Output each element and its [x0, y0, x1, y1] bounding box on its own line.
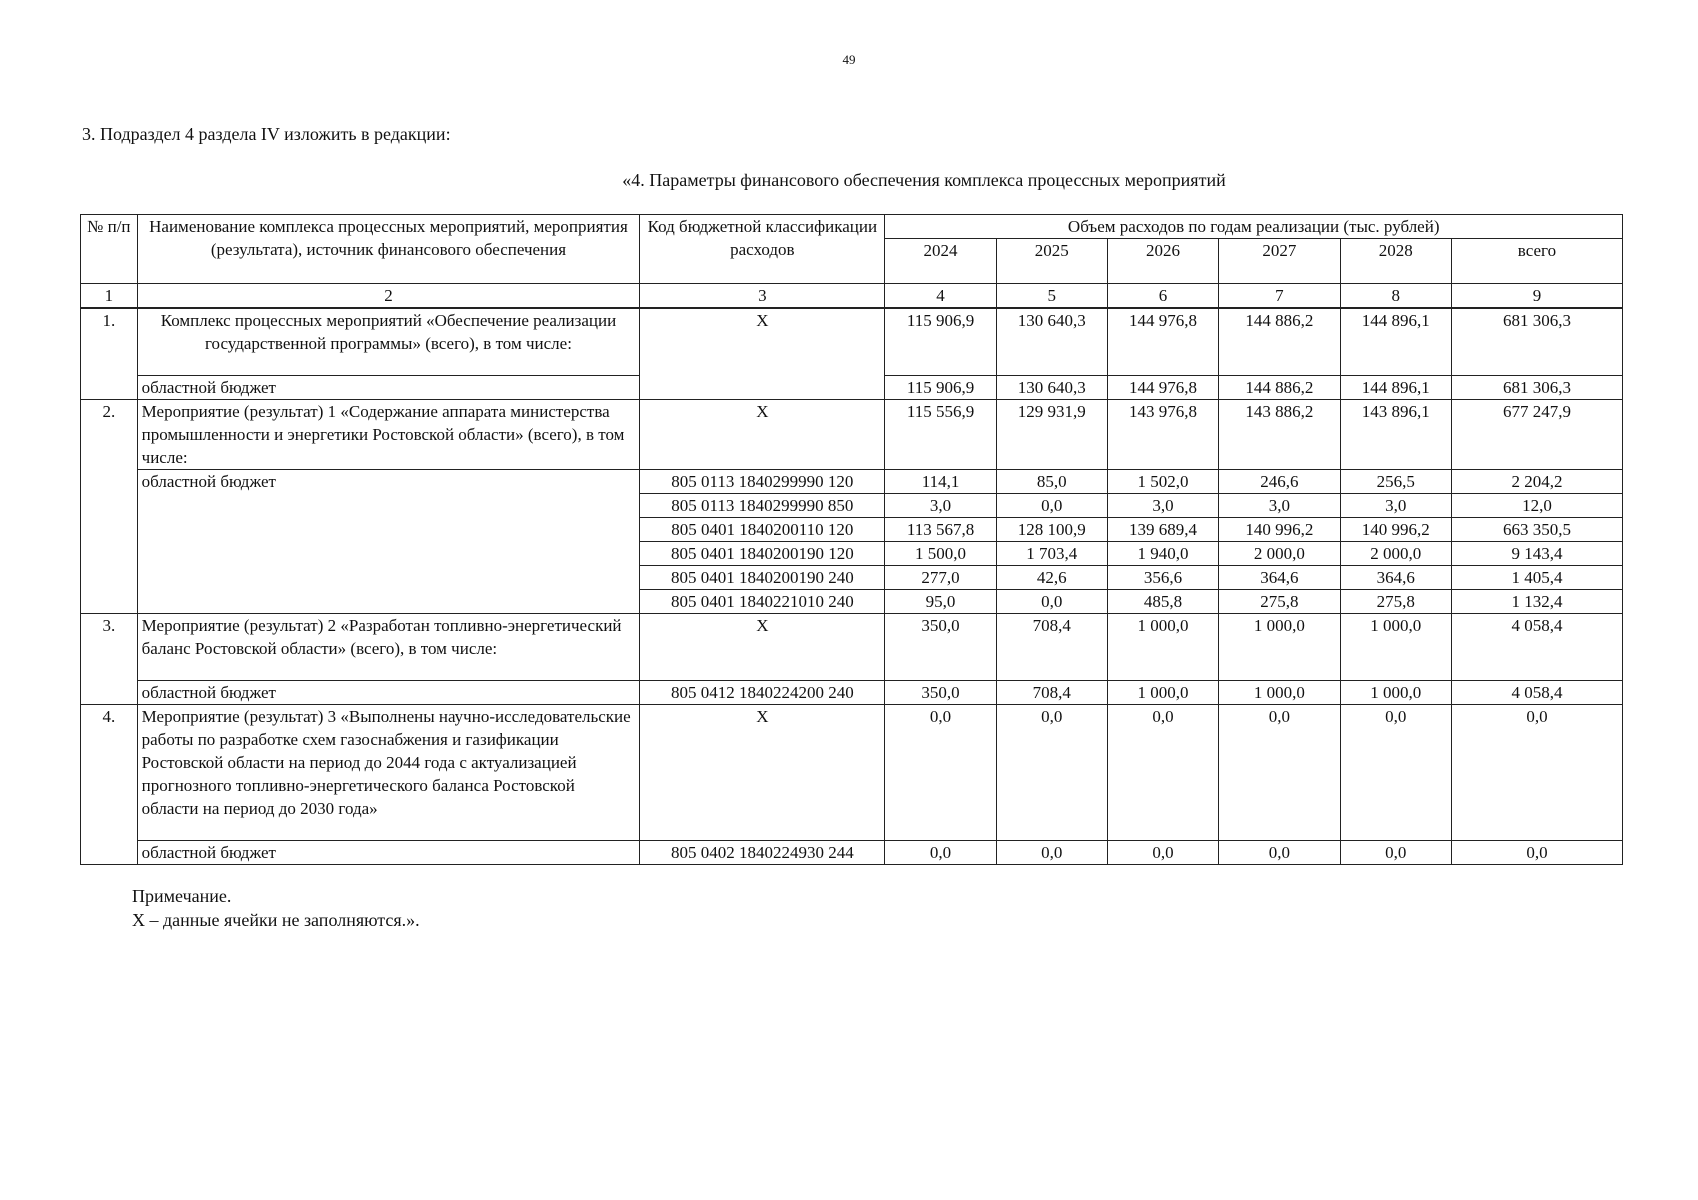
budget-code: X — [640, 308, 885, 400]
budget-code: 805 0401 1840200110 120 — [640, 518, 885, 542]
value-cell: 140 996,2 — [1219, 518, 1341, 542]
total-cell: 9 143,4 — [1451, 542, 1622, 566]
value-cell: 3,0 — [1107, 494, 1218, 518]
value-cell: 129 931,9 — [996, 400, 1107, 470]
note-title: Примечание. — [132, 886, 232, 906]
budget-code: 805 0113 1840299990 120 — [640, 470, 885, 494]
header-total: всего — [1451, 239, 1622, 284]
funding-source: областной бюджет — [137, 376, 640, 400]
budget-code: 805 0113 1840299990 850 — [640, 494, 885, 518]
value-cell: 85,0 — [996, 470, 1107, 494]
total-cell: 681 306,3 — [1451, 376, 1622, 400]
section-row — [81, 614, 1623, 681]
value-cell: 128 100,9 — [996, 518, 1107, 542]
value-cell: 2 000,0 — [1219, 542, 1341, 566]
budget-code: 805 0412 1840224200 240 — [640, 681, 885, 705]
column-numbers-row — [81, 284, 1623, 309]
value-cell: 143 896,1 — [1340, 400, 1451, 470]
header-code: Код бюджетной классификации расходов — [640, 215, 885, 284]
budget-code: 805 0401 1840200190 240 — [640, 566, 885, 590]
header-year: 2026 — [1107, 239, 1218, 284]
value-cell: 364,6 — [1340, 566, 1451, 590]
value-cell: 130 640,3 — [996, 308, 1107, 376]
value-cell: 246,6 — [1219, 470, 1341, 494]
value-cell: 1 502,0 — [1107, 470, 1218, 494]
column-number: 5 — [996, 284, 1107, 309]
budget-code: X — [640, 614, 885, 681]
value-cell: 0,0 — [1219, 841, 1341, 865]
table-row — [81, 841, 1623, 865]
value-cell: 144 976,8 — [1107, 376, 1218, 400]
section-title: Мероприятие (результат) 3 «Выполнены научно-исследовательские работы по разработке схем газоснабжения и газификации Ростовской области на период до 2044 года с актуализацией прогнозного топливно-энергетического баланса Ростовской области на период до 2030 года» — [137, 705, 640, 841]
value-cell: 277,0 — [885, 566, 996, 590]
value-cell: 0,0 — [996, 590, 1107, 614]
row-number: 1. — [81, 308, 138, 400]
value-cell: 144 896,1 — [1340, 308, 1451, 376]
value-cell: 0,0 — [996, 841, 1107, 865]
section-row — [81, 308, 1623, 376]
value-cell: 1 000,0 — [1107, 614, 1218, 681]
total-cell: 1 405,4 — [1451, 566, 1622, 590]
total-cell: 677 247,9 — [1451, 400, 1622, 470]
value-cell: 0,0 — [1340, 705, 1451, 841]
funding-source: областной бюджет — [137, 681, 640, 705]
financing-table — [80, 214, 1623, 865]
value-cell: 95,0 — [885, 590, 996, 614]
value-cell: 0,0 — [885, 705, 996, 841]
column-number: 7 — [1219, 284, 1341, 309]
column-number: 2 — [137, 284, 640, 309]
value-cell: 256,5 — [1340, 470, 1451, 494]
value-cell: 1 703,4 — [996, 542, 1107, 566]
header-num: № п/п — [81, 215, 138, 284]
column-number: 8 — [1340, 284, 1451, 309]
value-cell: 115 556,9 — [885, 400, 996, 470]
note-block — [132, 884, 420, 932]
column-number: 3 — [640, 284, 885, 309]
funding-source: областной бюджет — [137, 470, 640, 614]
value-cell: 0,0 — [996, 705, 1107, 841]
total-cell: 12,0 — [1451, 494, 1622, 518]
value-cell: 0,0 — [996, 494, 1107, 518]
value-cell: 1 000,0 — [1340, 681, 1451, 705]
section-row — [81, 400, 1623, 470]
value-cell: 144 896,1 — [1340, 376, 1451, 400]
budget-code: 805 0402 1840224930 244 — [640, 841, 885, 865]
row-number: 3. — [81, 614, 138, 705]
value-cell: 2 000,0 — [1340, 542, 1451, 566]
table-row — [81, 681, 1623, 705]
value-cell: 113 567,8 — [885, 518, 996, 542]
funding-source: областной бюджет — [137, 841, 640, 865]
total-cell: 2 204,2 — [1451, 470, 1622, 494]
value-cell: 275,8 — [1219, 590, 1341, 614]
value-cell: 115 906,9 — [885, 376, 996, 400]
value-cell: 3,0 — [1340, 494, 1451, 518]
value-cell: 0,0 — [1107, 705, 1218, 841]
value-cell: 708,4 — [996, 614, 1107, 681]
value-cell: 1 940,0 — [1107, 542, 1218, 566]
column-number: 1 — [81, 284, 138, 309]
value-cell: 139 689,4 — [1107, 518, 1218, 542]
value-cell: 708,4 — [996, 681, 1107, 705]
header-name: Наименование комплекса процессных мероприятий, мероприятия (результата), источник финансового обеспечения — [137, 215, 640, 284]
budget-code: X — [640, 400, 885, 470]
column-number: 9 — [1451, 284, 1622, 309]
header-year: 2025 — [996, 239, 1107, 284]
value-cell: 42,6 — [996, 566, 1107, 590]
value-cell: 275,8 — [1340, 590, 1451, 614]
total-cell: 663 350,5 — [1451, 518, 1622, 542]
value-cell: 3,0 — [1219, 494, 1341, 518]
section-row — [81, 705, 1623, 841]
header-year: 2028 — [1340, 239, 1451, 284]
budget-code: 805 0401 1840200190 120 — [640, 542, 885, 566]
value-cell: 144 886,2 — [1219, 376, 1341, 400]
value-cell: 1 000,0 — [1340, 614, 1451, 681]
budget-code: 805 0401 1840221010 240 — [640, 590, 885, 614]
value-cell: 0,0 — [1340, 841, 1451, 865]
value-cell: 114,1 — [885, 470, 996, 494]
total-cell: 4 058,4 — [1451, 614, 1622, 681]
row-number: 4. — [81, 705, 138, 865]
page-number: 49 — [842, 52, 856, 67]
total-cell: 4 058,4 — [1451, 681, 1622, 705]
value-cell: 144 886,2 — [1219, 308, 1341, 376]
column-number: 4 — [885, 284, 996, 309]
value-cell: 3,0 — [885, 494, 996, 518]
value-cell: 1 000,0 — [1219, 614, 1341, 681]
value-cell: 143 976,8 — [1107, 400, 1218, 470]
value-cell: 364,6 — [1219, 566, 1341, 590]
value-cell: 0,0 — [885, 841, 996, 865]
total-cell: 681 306,3 — [1451, 308, 1622, 376]
budget-code: X — [640, 705, 885, 841]
value-cell: 0,0 — [1219, 705, 1341, 841]
section-title: Мероприятие (результат) 2 «Разработан топливно-энергетический баланс Ростовской области» (всего), в том числе: — [137, 614, 640, 681]
section-title: Мероприятие (результат) 1 «Содержание аппарата министерства промышленности и энергетики Ростовской области» (всего), в том числе: — [137, 400, 640, 470]
value-cell: 1 000,0 — [1107, 681, 1218, 705]
header-year: 2024 — [885, 239, 996, 284]
value-cell: 350,0 — [885, 681, 996, 705]
column-number: 6 — [1107, 284, 1218, 309]
value-cell: 140 996,2 — [1340, 518, 1451, 542]
value-cell: 1 500,0 — [885, 542, 996, 566]
header-year: 2027 — [1219, 239, 1341, 284]
value-cell: 115 906,9 — [885, 308, 996, 376]
total-cell: 1 132,4 — [1451, 590, 1622, 614]
header-volume: Объем расходов по годам реализации (тыс. рублей) — [885, 215, 1623, 239]
total-cell: 0,0 — [1451, 705, 1622, 841]
value-cell: 485,8 — [1107, 590, 1218, 614]
value-cell: 130 640,3 — [996, 376, 1107, 400]
header-row — [81, 215, 1623, 239]
value-cell: 143 886,2 — [1219, 400, 1341, 470]
row-number: 2. — [81, 400, 138, 614]
value-cell: 350,0 — [885, 614, 996, 681]
value-cell: 144 976,8 — [1107, 308, 1218, 376]
table-title: «4. Параметры финансового обеспечения комплекса процессных мероприятий — [622, 170, 1226, 190]
value-cell: 356,6 — [1107, 566, 1218, 590]
total-cell: 0,0 — [1451, 841, 1622, 865]
section-title: Комплекс процессных мероприятий «Обеспечение реализации государственной программы» (всего), в том числе: — [137, 308, 640, 376]
intro-paragraph: 3. Подраздел 4 раздела IV изложить в редакции: — [82, 124, 451, 144]
value-cell: 0,0 — [1107, 841, 1218, 865]
note-text: X – данные ячейки не заполняются.». — [132, 910, 420, 930]
value-cell: 1 000,0 — [1219, 681, 1341, 705]
table-row — [81, 470, 1623, 494]
